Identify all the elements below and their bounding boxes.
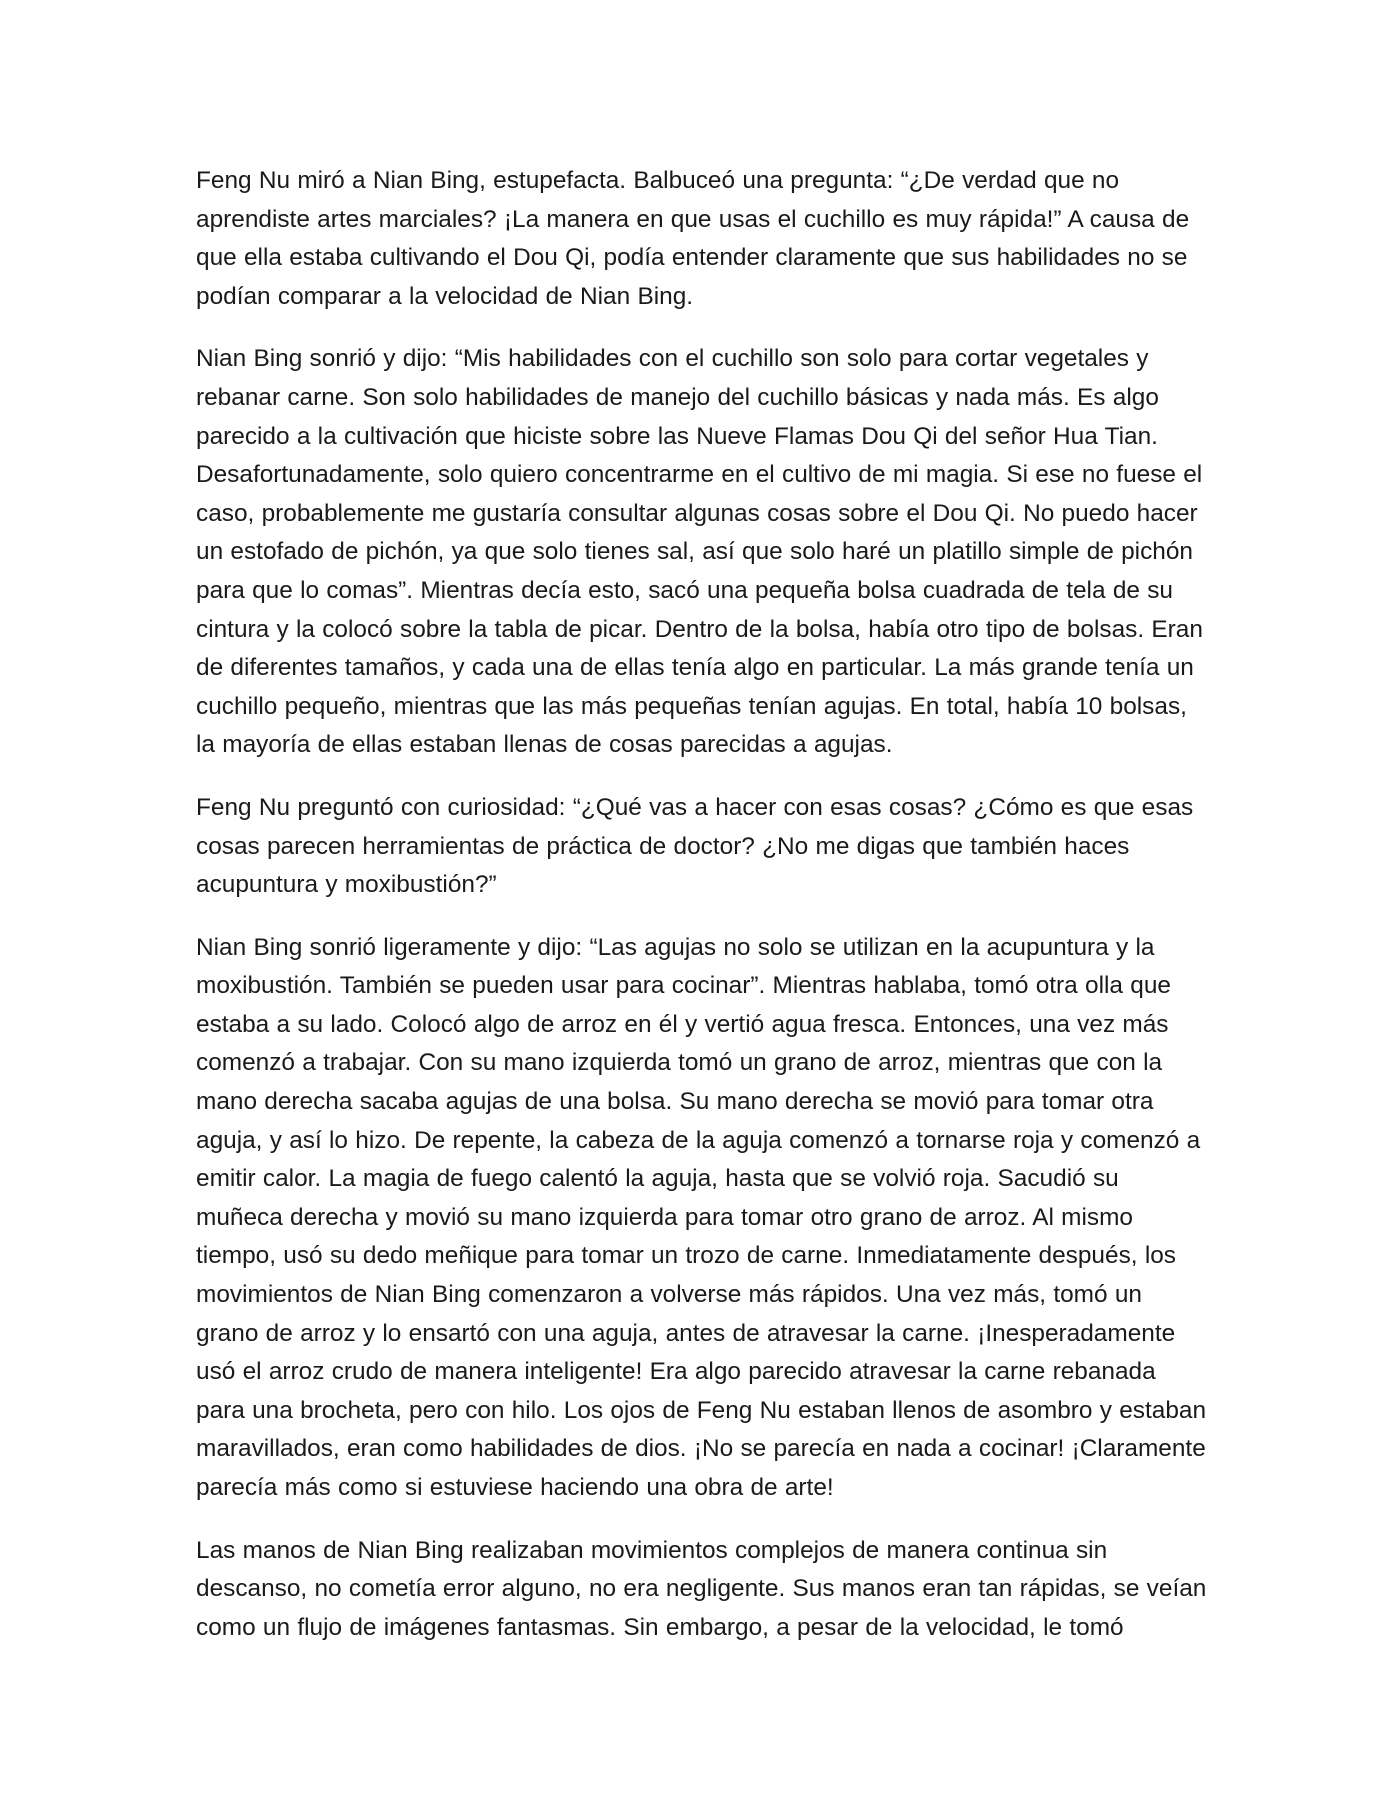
document-body — [196, 162, 1210, 1671]
paragraph-2: Nian Bing sonrió y dijo: “Mis habilidades con el cuchillo son solo para cortar vegetales y rebanar carne. Son solo habilidades de manejo del cuchillo básicas y nada más. Es algo parecido a la cultivación que hiciste sobre las Nueve Flamas Dou Qi del señor Hua Tian. Desafortunadamente, solo quiero concentrarme en el cultivo de mi magia. Si ese no fuese el caso, probablemente me gustaría consultar algunas cosas sobre el Dou Qi. No puedo hacer un estofado de pichón, ya que solo tienes sal, así que solo haré un platillo simple de pichón para que lo comas”. Mientras decía esto, sacó una pequeña bolsa cuadrada de tela de su cintura y la colocó sobre la tabla de picar. Dentro de la bolsa, había otro tipo de bolsas. Eran de diferentes tamaños, y cada una de ellas tenía algo en particular. La más grande tenía un cuchillo pequeño, mientras que las más pequeñas tenían agujas. En total, había 10 bolsas, la mayoría de ellas estaban llenas de cosas parecidas a agujas. — [196, 345, 1203, 759]
paragraph-5: Las manos de Nian Bing realizaban movimientos complejos de manera continua sin descanso, no cometía error alguno, no era negligente. Sus manos eran tan rápidas, se veían como un flujo de imágenes fantasmas. Sin embargo, a pesar de la velocidad, le tomó — [196, 1536, 1207, 1641]
paragraph-4: Nian Bing sonrió ligeramente y dijo: “Las agujas no solo se utilizan en la acupuntura y la moxibustión. También se pueden usar para cocinar”. Mientras hablaba, tomó otra olla que estaba a su lado. Colocó algo de arroz en él y vertió agua fresca. Entonces, una vez más comenzó a trabajar. Con su mano izquierda tomó un grano de arroz, mientras que con la mano derecha sacaba agujas de una bolsa. Su mano derecha se movió para tomar otra aguja, y así lo hizo. De repente, la cabeza de la aguja comenzó a tornarse roja y comenzó a emitir calor. La magia de fuego calentó la aguja, hasta que se volvió roja. Sacudió su muñeca derecha y movió su mano izquierda para tomar otro grano de arroz. Al mismo tiempo, usó su dedo meñique para tomar un trozo de carne. Inmediatamente después, los movimientos de Nian Bing comenzaron a volverse más rápidos. Una vez más, tomó un grano de arroz y lo ensartó con una aguja, antes de atravesar la carne. ¡Inesperadamente usó el arroz crudo de manera inteligente! Era algo parecido atravesar la carne rebanada para una brocheta, pero con hilo. Los ojos de Feng Nu estaban llenos de asombro y estaban maravillados, eran como habilidades de dios. ¡No se parecía en nada a cocinar! ¡Claramente parecía más como si estuviese haciendo una obra de arte! — [196, 933, 1207, 1501]
paragraph-3: Feng Nu preguntó con curiosidad: “¿Qué vas a hacer con esas cosas? ¿Cómo es que esas cosas parecen herramientas de práctica de doctor? ¿No me digas que también haces acupuntura y moxibustión?” — [196, 793, 1194, 899]
paragraph-1: Feng Nu miró a Nian Bing, estupefacta. Balbuceó una pregunta: “¿De verdad que no aprendiste artes marciales? ¡La manera en que usas el cuchillo es muy rápida!” A causa de que ella estaba cultivando el Dou Qi, podía entender claramente que sus habilidades no se podían comparar a la velocidad de Nian Bing. — [196, 167, 1190, 310]
